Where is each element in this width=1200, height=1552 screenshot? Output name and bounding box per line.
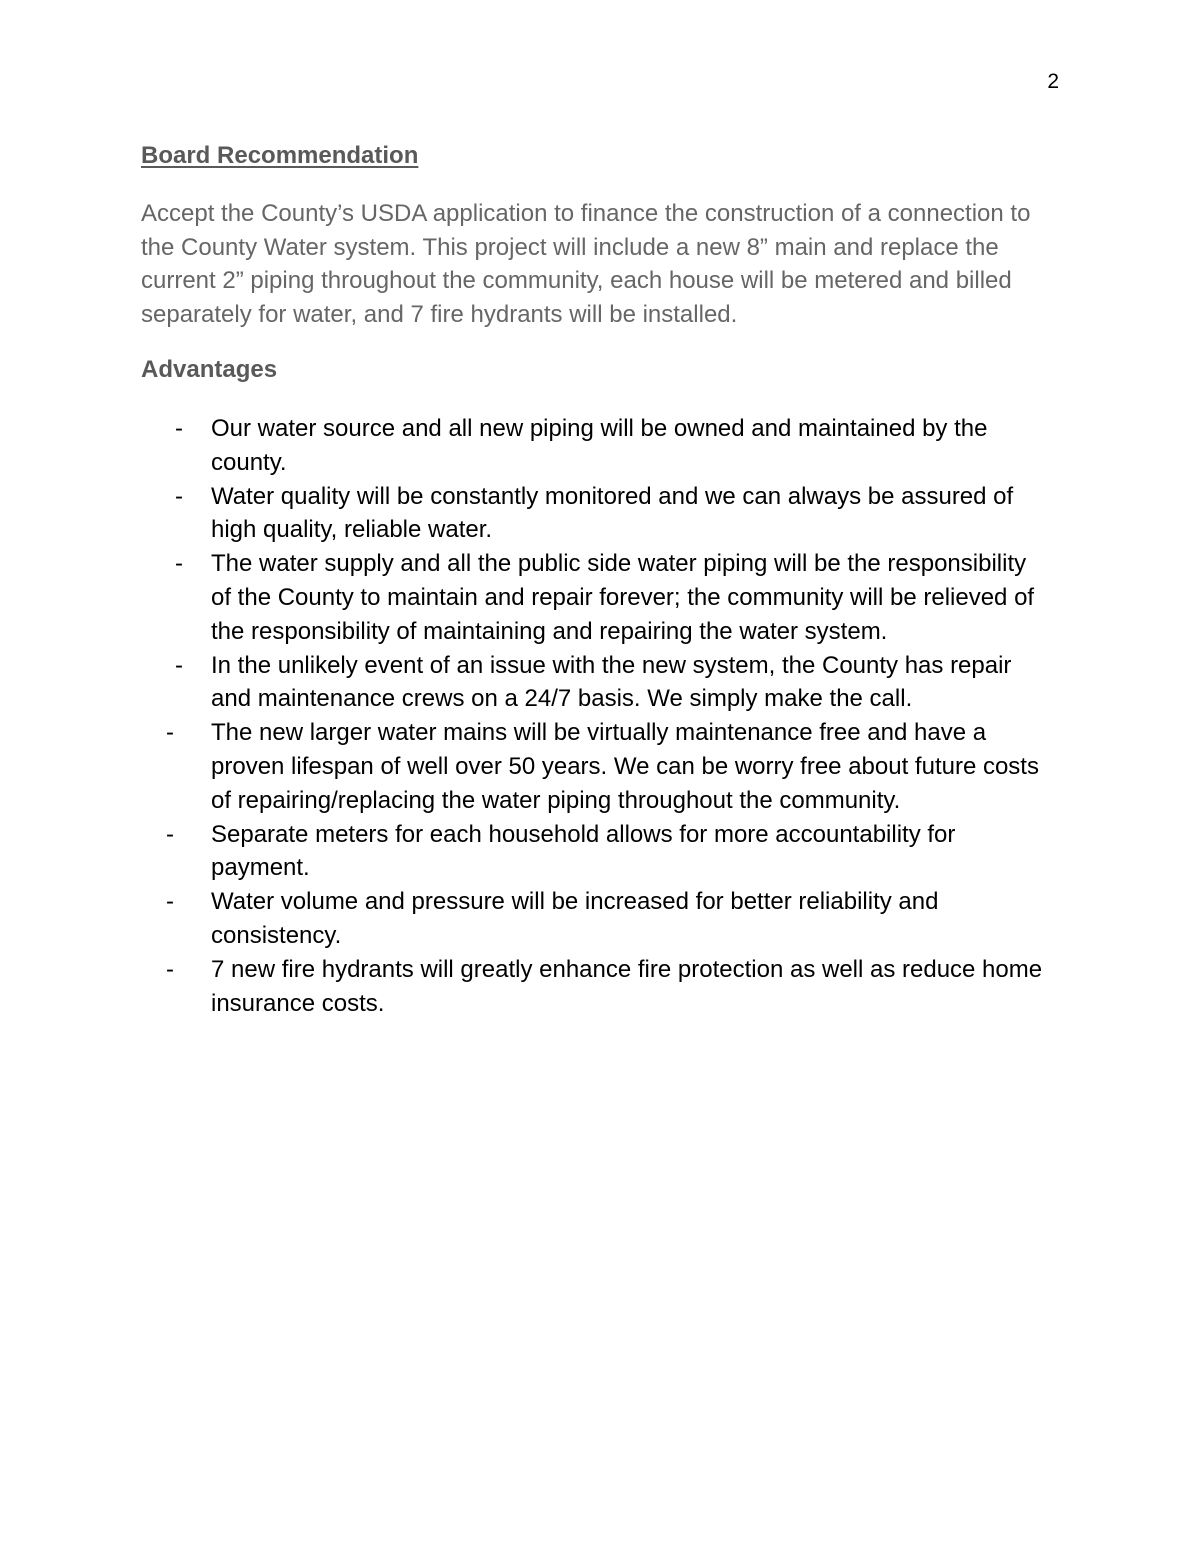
bullet-dash: - [166, 820, 174, 848]
advantages-heading: Advantages [141, 356, 278, 383]
bullet-dash: - [175, 651, 183, 679]
list-item [0, 412, 1051, 480]
list-item-text: The water supply and all the public side water piping will be the responsibility of the County to maintain and repair forever; the community will be relieved of the responsibility of maintaining and repairing the water system. [211, 550, 1035, 645]
page-number: 2 [1047, 70, 1059, 93]
list-item [0, 649, 1051, 717]
board-recommendation-heading: Board Recommendation [141, 142, 419, 169]
list-item-text: 7 new fire hydrants will greatly enhance fire protection as well as reduce home insurance costs. [211, 955, 1043, 1017]
list-item-text: Our water source and all new piping will be owned and maintained by the county. [211, 415, 988, 476]
list-item-text: Water quality will be constantly monitored and we can always be assured of high quality, reliable water. [211, 482, 1014, 544]
bullet-dash: - [175, 482, 183, 510]
list-item [0, 885, 1051, 953]
list-item-text: In the unlikely event of an issue with the new system, the County has repair and maintenance crews on a 24/7 basis. We simply make the call. [211, 651, 1012, 713]
bullet-dash: - [166, 955, 174, 983]
list-item-text: The new larger water mains will be virtually maintenance free and have a proven lifespan of well over 50 years. We can be worry free about future costs of repairing/replacing the water piping throughout the community. [211, 719, 1039, 814]
list-item-text: Water volume and pressure will be increased for better reliability and consistency. [211, 888, 939, 949]
bullet-dash: - [175, 415, 183, 442]
list-item-text: Separate meters for each household allows for more accountability for payment. [211, 820, 956, 882]
list-item [0, 716, 1051, 817]
list-item [0, 480, 1051, 548]
recommendation-paragraph: Accept the County’s USDA application to finance the construction of a connection to the County Water system. This project will include a new 8” main and replace the current 2” piping throughout the community, each house will be metered and billed separately for water, and 7 fire hydrants will be installed. [141, 200, 1031, 328]
bullet-dash: - [166, 719, 174, 747]
bullet-dash: - [175, 550, 183, 578]
advantages-list [0, 412, 1200, 1020]
list-item [0, 547, 1051, 648]
bullet-dash: - [166, 888, 174, 916]
list-item [0, 818, 1051, 886]
list-item [0, 953, 1051, 1021]
